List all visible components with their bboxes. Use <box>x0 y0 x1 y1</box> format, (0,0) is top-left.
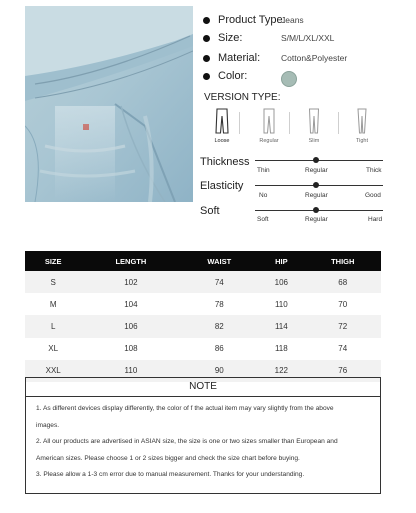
scale-option: Good <box>365 192 381 199</box>
table-cell: M <box>25 293 81 315</box>
scale-option: Thin <box>257 167 270 174</box>
divider <box>289 112 290 134</box>
table-cell: 110 <box>81 360 180 382</box>
table-cell: 76 <box>305 360 382 382</box>
table-cell: 72 <box>305 315 382 337</box>
bullet-icon <box>203 55 210 62</box>
version-regular <box>257 108 281 144</box>
note-title: NOTE <box>26 378 380 397</box>
table-row <box>25 293 381 315</box>
spec-value: Cotton&Polyester <box>281 53 348 63</box>
version-slim <box>302 108 326 144</box>
table-cell: 104 <box>81 293 180 315</box>
table-cell: 102 <box>81 271 180 293</box>
note-line: images. <box>36 421 60 429</box>
bullet-icon <box>203 35 210 42</box>
table-cell: XXL <box>25 360 81 382</box>
bullet-icon <box>203 73 210 80</box>
table-cell: 74 <box>305 338 382 360</box>
note-line: 3. Please allow a 1-3 cm error due to manual measurement. Thanks for your understanding. <box>36 471 305 478</box>
table-cell: 74 <box>180 271 258 293</box>
table-cell: 70 <box>305 293 382 315</box>
spec-product-type <box>203 12 304 28</box>
scale-elasticity-title: Elasticity <box>200 180 244 192</box>
scale-option: No <box>259 192 268 199</box>
divider <box>338 112 339 134</box>
regular-pants-icon <box>262 108 276 134</box>
note-line: 1. As different devices display differently, the color of f the actual item may vary slightly from the above <box>36 405 334 412</box>
table-cell: 110 <box>258 293 304 315</box>
scale-thickness-marker <box>313 157 319 163</box>
table-header-row <box>25 251 381 271</box>
product-photo <box>25 6 193 202</box>
table-cell: 108 <box>81 338 180 360</box>
scale-soft-marker <box>313 207 319 213</box>
spec-value: Jeans <box>281 15 304 25</box>
table-cell: 118 <box>258 338 304 360</box>
spec-label: Color: <box>218 70 248 82</box>
note-text <box>26 397 380 484</box>
bullet-icon <box>203 17 210 24</box>
scale-thickness-line <box>255 160 383 161</box>
table-cell: 114 <box>258 315 304 337</box>
note-line: American sizes. Please choose 1 or 2 sizes bigger and check the size chart before buying. <box>36 454 300 462</box>
note-box <box>25 377 381 494</box>
spec-label: Material: <box>218 52 261 64</box>
divider <box>239 112 240 134</box>
table-row <box>25 271 381 293</box>
size-chart-table <box>25 251 381 382</box>
table-cell: 68 <box>305 271 382 293</box>
scale-option: Hard <box>368 216 383 223</box>
scale-thickness-title: Thickness <box>200 156 250 168</box>
table-cell: 106 <box>81 315 180 337</box>
scale-elasticity-marker <box>313 182 319 188</box>
version-title: VERSION TYPE: <box>204 92 281 103</box>
table-cell: 82 <box>180 315 258 337</box>
column-header: THIGH <box>305 251 382 271</box>
scale-soft-line <box>255 210 383 211</box>
table-cell: 90 <box>180 360 258 382</box>
table-row <box>25 315 381 337</box>
version-label: Loose <box>214 138 230 144</box>
spec-label: Product Type: <box>218 14 286 26</box>
version-label: Slim <box>308 138 320 144</box>
table-cell: L <box>25 315 81 337</box>
column-header: LENGTH <box>81 251 180 271</box>
scale-option: Soft <box>257 216 269 223</box>
spec-color <box>203 68 288 84</box>
table-row <box>25 338 381 360</box>
loose-pants-icon <box>215 108 229 134</box>
color-swatch <box>281 71 297 87</box>
tight-pants-icon <box>355 108 369 134</box>
table-cell: 78 <box>180 293 258 315</box>
table-cell: XL <box>25 338 81 360</box>
table-cell: S <box>25 271 81 293</box>
table-cell: 86 <box>180 338 258 360</box>
version-label: Tight <box>355 138 369 144</box>
slim-pants-icon <box>307 108 321 134</box>
note-line: 2. All our products are advertised in ASIAN size, the size is one or two sizes smaller than European and <box>36 438 338 445</box>
scale-option: Regular <box>305 167 328 174</box>
column-header: WAIST <box>180 251 258 271</box>
column-header: SIZE <box>25 251 81 271</box>
column-header: HIP <box>258 251 304 271</box>
table-cell: 106 <box>258 271 304 293</box>
version-label: Regular <box>259 138 279 144</box>
version-tight <box>350 108 374 144</box>
spec-size <box>203 30 335 46</box>
scale-option: Regular <box>305 192 328 199</box>
scale-soft-title: Soft <box>200 205 220 217</box>
spec-label: Size: <box>218 32 243 44</box>
spec-value: S/M/L/XL/XXL <box>281 33 335 43</box>
version-loose <box>210 108 234 144</box>
scale-elasticity-line <box>255 185 383 186</box>
scale-option: Regular <box>305 216 328 223</box>
spec-material <box>203 50 348 66</box>
table-cell: 122 <box>258 360 304 382</box>
scale-option: Thick <box>366 167 382 174</box>
